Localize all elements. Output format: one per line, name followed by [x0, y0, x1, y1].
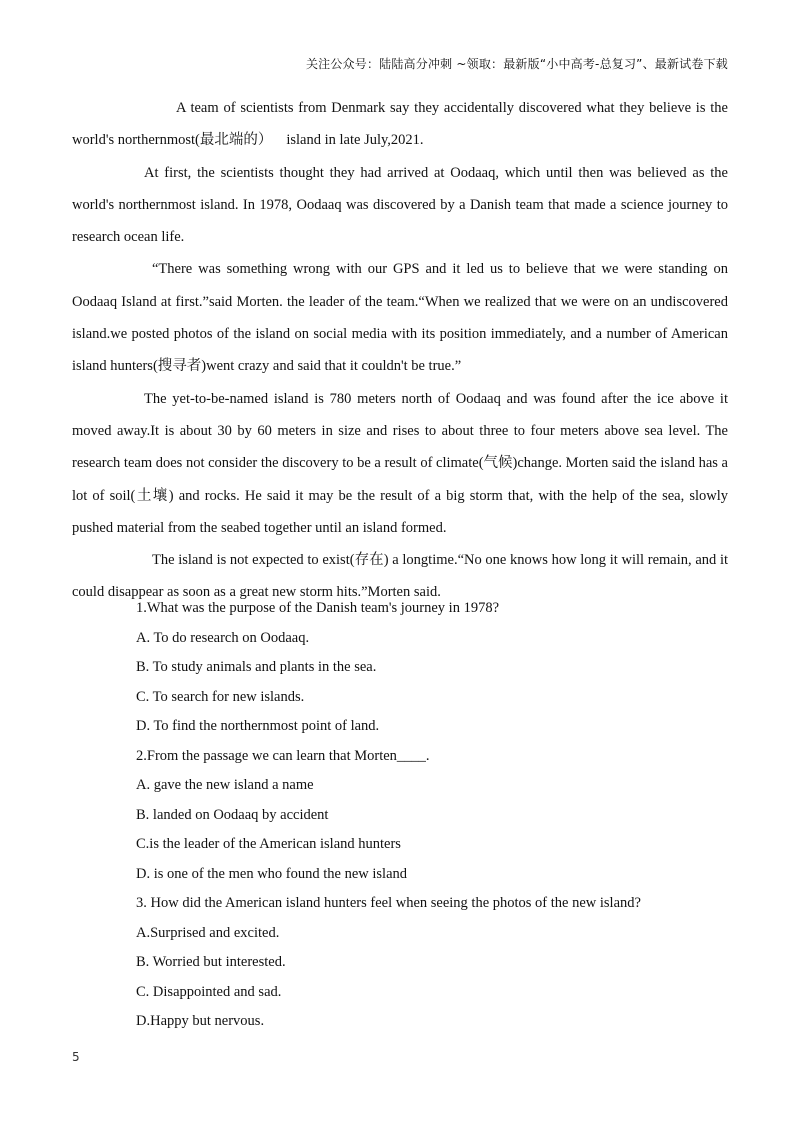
answer-option: D. is one of the men who found the new island [136, 865, 408, 882]
paragraph-5: The island is not expected to exist(存在) a longtime.“No one knows how long it will remain, and it could disappear as soon as a great new storm hits.”Morten said. [72, 552, 728, 601]
answer-option: B. Worried but interested. [136, 954, 286, 970]
question-stem: 2.From the passage we can learn that Morten____. [136, 747, 430, 764]
answer-option: B. landed on Oodaaq by accident [136, 806, 329, 823]
question-stem: 1.What was the purpose of the Danish team's journey in 1978? [136, 600, 500, 616]
answer-option: D.Happy but nervous. [136, 1013, 265, 1029]
passage [72, 92, 728, 609]
answer-option: A.Surprised and excited. [136, 924, 280, 941]
answer-option: C. To search for new islands. [136, 688, 305, 705]
paragraph-4: The yet-to-be-named island is 780 meters north of Oodaaq and was found after the ice above it moved away.It is about 30 by 60 meters in size and rises to about three to four meters above sea level. The research team does not consider the discovery to be a result of climate(气候)change. Morten said the island has a lot of soil(土壤) and rocks. He said it may be the result of a big storm that, with the help of the sea, slowly pushed material from the seabed together until an island formed. [72, 390, 728, 536]
answer-option: C.is the leader of the American island hunters [136, 836, 401, 852]
answer-option: B. To study animals and plants in the sea. [136, 659, 377, 675]
answer-option: A. To do research on Oodaaq. [136, 629, 310, 646]
answer-option: A. gave the new island a name [136, 777, 314, 793]
questions [136, 594, 728, 1037]
paragraph-1 [72, 92, 728, 157]
answer-option: D. To find the northernmost point of land. [136, 718, 380, 734]
page-number: 5 [72, 1050, 80, 1064]
paragraph-1-text-a: A team of scientists from Denmark say they accidentally discovered what they believe is the world's northernmost(最北端的） [72, 100, 728, 149]
question-stem: 3. How did the American island hunters feel when seeing the photos of the new island? [136, 895, 641, 911]
paragraph-2: At first, the scientists thought they had arrived at Oodaaq, which until then was believed as the world's northernmost island. In 1978, Oodaaq was discovered by a Danish team that made a science journey to research ocean life. [72, 164, 728, 246]
paragraph-3: “There was something wrong with our GPS and it led us to believe that we were standing on Oodaaq Island at first.”said Morten. the leader of the team.“When we realized that we were on an undiscovered island.we posted photos of the island on social media with its position immediately, and a number of American island hunters(搜寻者)went crazy and said that it couldn't be true.” [72, 261, 728, 375]
paragraph-1-text-b: island in late July,2021. [286, 132, 424, 149]
page-header: 关注公众号：陆陆高分冲刺 ~领取：最新版“小中高考-总复习”、最新试卷下载 [305, 57, 728, 71]
answer-option: C. Disappointed and sad. [136, 983, 282, 1000]
